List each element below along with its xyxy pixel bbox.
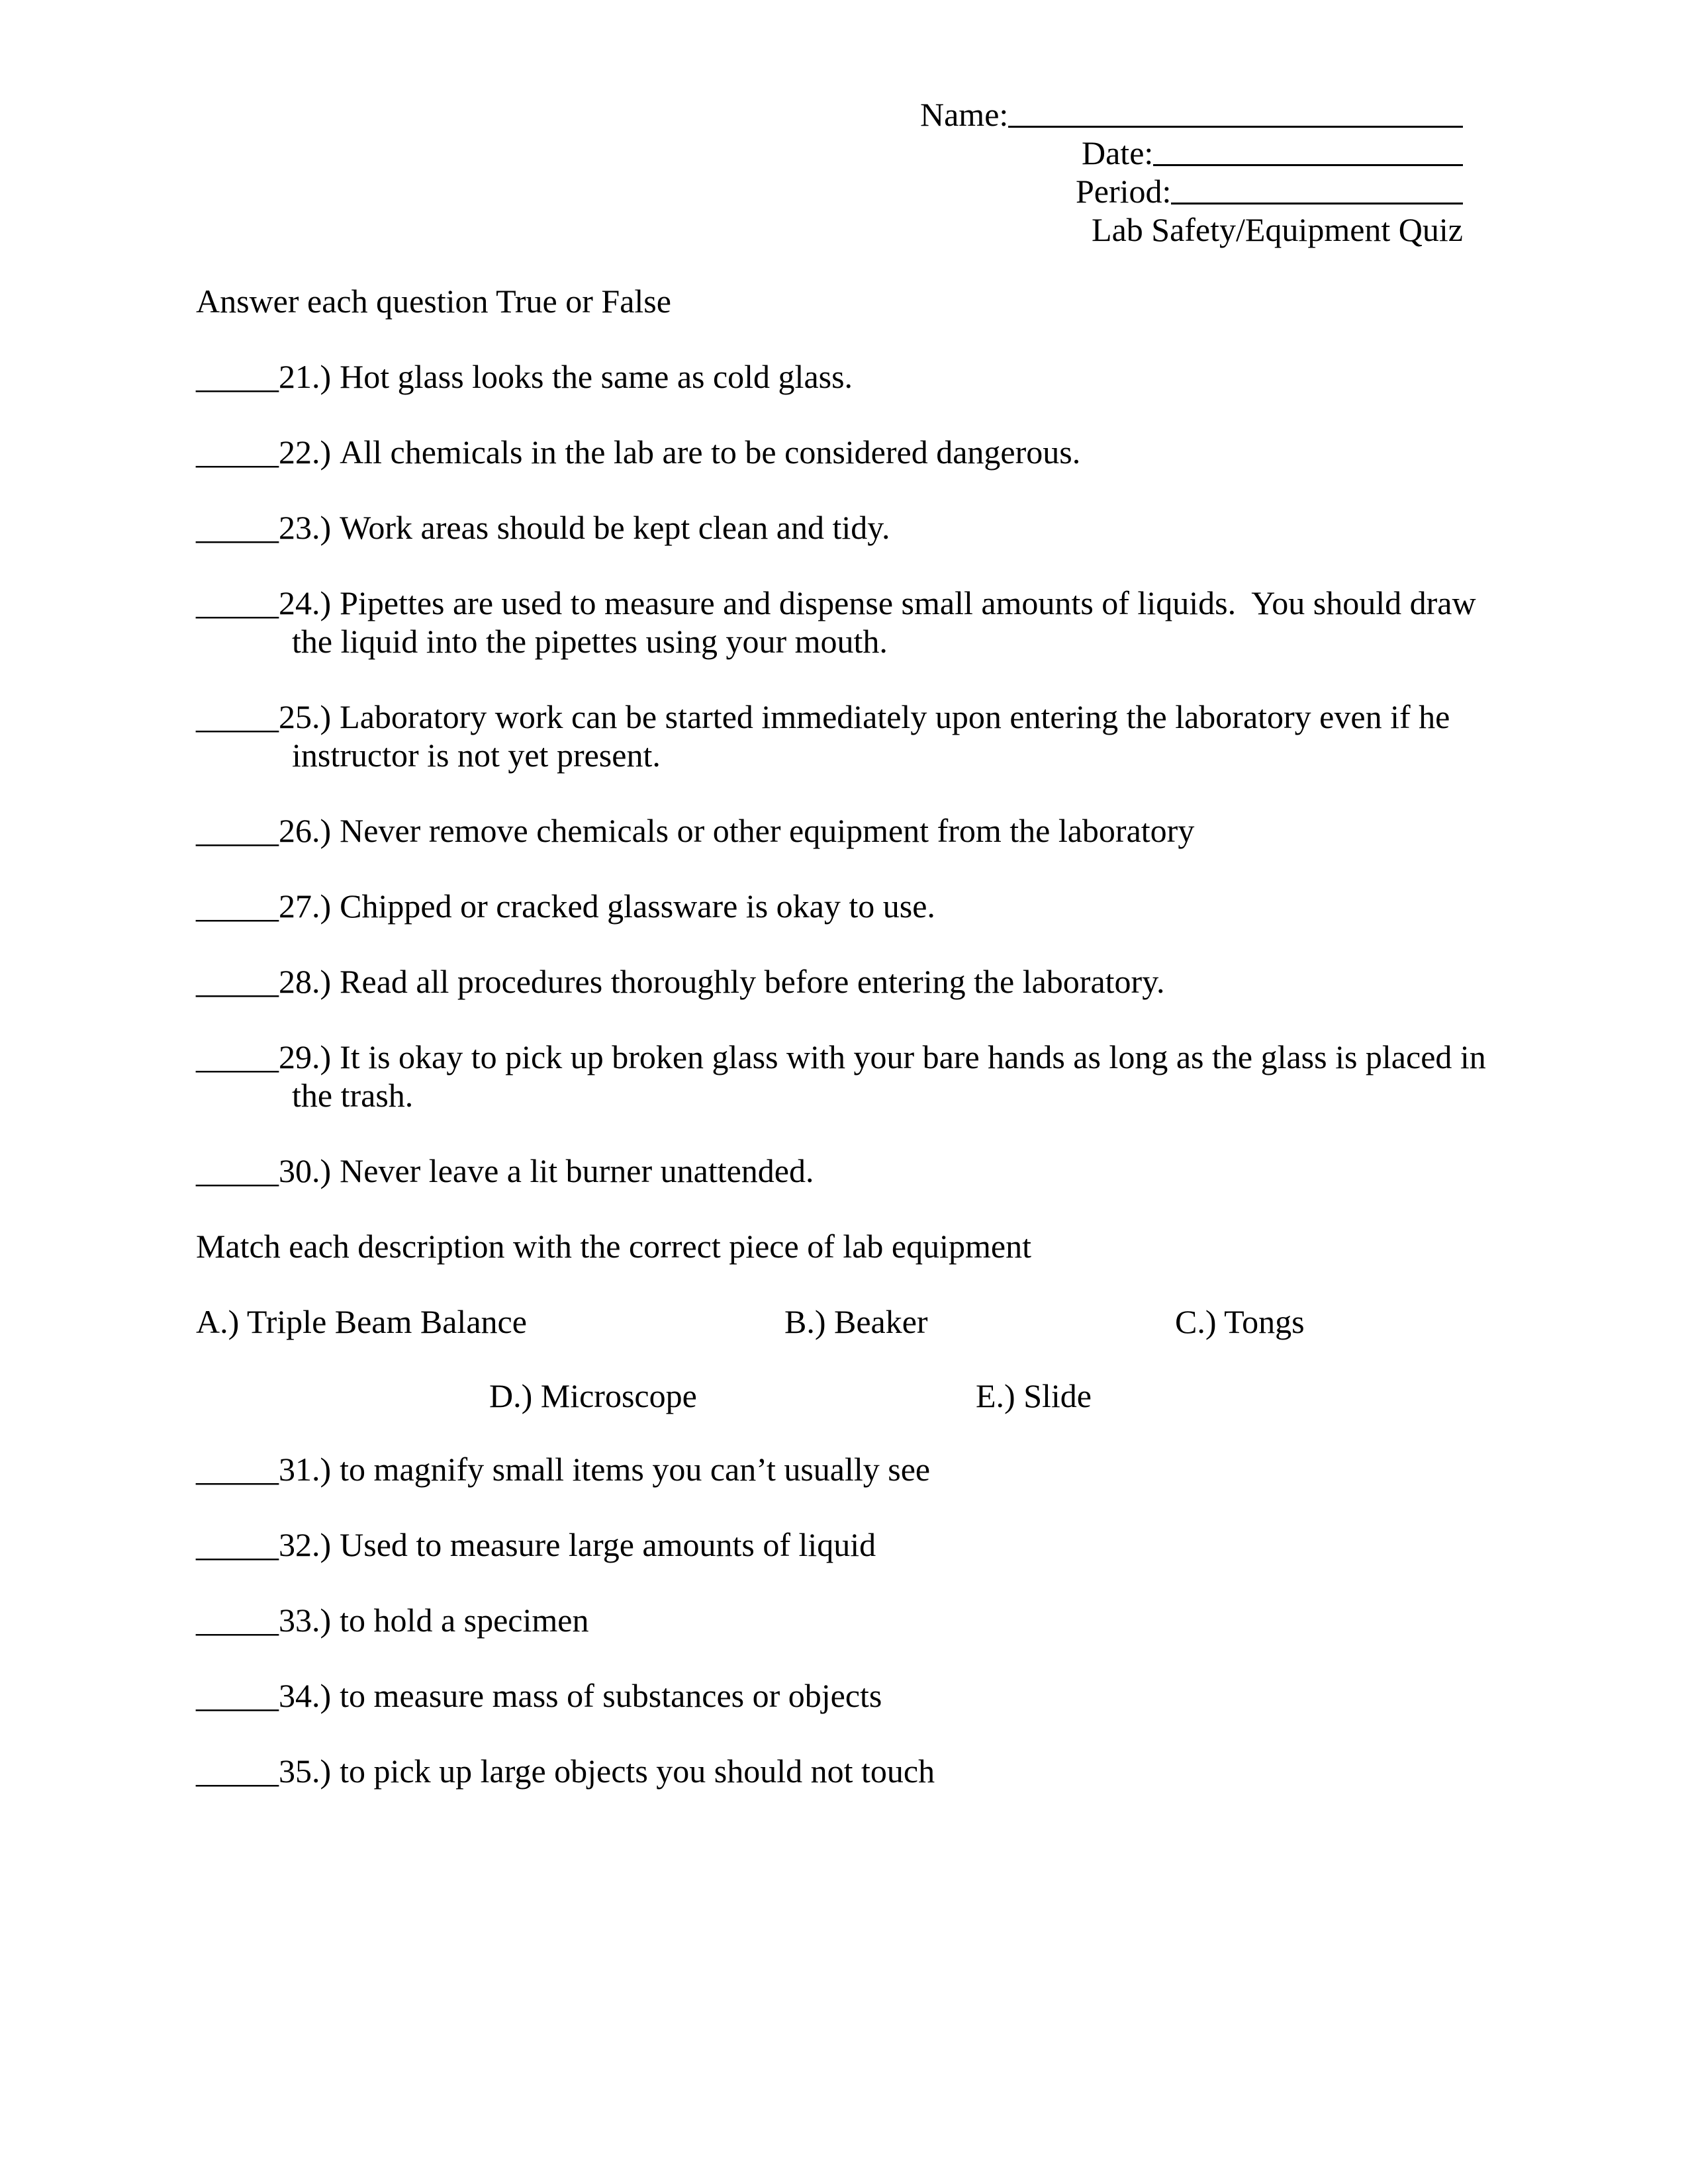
question-number: 28.) xyxy=(279,963,332,1000)
match-question-row-34 xyxy=(196,1676,1560,1715)
answer-blank: _____ xyxy=(196,887,279,925)
tf-question-row-24 xyxy=(196,584,1560,660)
question-text: Laboratory work can be started immediately upon entering the laboratory even if he xyxy=(340,698,1450,735)
match-question-row-32 xyxy=(196,1525,1560,1564)
question-number: 21.) xyxy=(279,358,332,395)
answer-blank: _____ xyxy=(196,1451,279,1488)
tf-question-row-25 xyxy=(196,698,1560,774)
answer-blank: _____ xyxy=(196,509,279,546)
question-text: to measure mass of substances or objects xyxy=(340,1677,882,1714)
question-text: Never remove chemicals or other equipment from the laboratory xyxy=(340,812,1195,849)
page-title: Lab Safety/Equipment Quiz xyxy=(1092,211,1463,248)
tf-question-row-29 xyxy=(196,1038,1560,1115)
question-text: to magnify small items you can’t usually see xyxy=(340,1451,931,1488)
question-number: 22.) xyxy=(279,433,332,471)
tf-section-instruction: Answer each question True or False xyxy=(196,283,671,320)
answer-blank: _____ xyxy=(196,1038,279,1075)
answer-blank: _____ xyxy=(196,812,279,849)
equipment-option-d: D.) Microscope xyxy=(489,1377,697,1414)
tf-question-row-23 xyxy=(196,508,1560,547)
match-question-row-33 xyxy=(196,1601,1560,1639)
question-number: 26.) xyxy=(279,812,332,849)
question-text-continued: the liquid into the pipettes using your mouth. xyxy=(292,623,888,660)
match-question-row-31 xyxy=(196,1450,1560,1488)
equipment-options-row-1 xyxy=(196,1302,1560,1341)
answer-blank: _____ xyxy=(196,1526,279,1563)
question-text-continued: the trash. xyxy=(292,1077,414,1114)
tf-question-row-30 xyxy=(196,1152,1560,1190)
equipment-option-b: B.) Beaker xyxy=(784,1303,928,1340)
question-number: 32.) xyxy=(279,1526,332,1563)
answer-blank: _____ xyxy=(196,358,279,395)
question-text: Hot glass looks the same as cold glass. xyxy=(340,358,853,395)
quiz-body xyxy=(196,282,1560,1827)
answer-blank: _____ xyxy=(196,963,279,1000)
question-number: 27.) xyxy=(279,887,332,925)
answer-blank: _____ xyxy=(196,1602,279,1639)
question-text: All chemicals in the lab are to be considered dangerous. xyxy=(340,433,1081,471)
match-question-row-35 xyxy=(196,1752,1560,1790)
date-row xyxy=(920,134,1463,172)
question-text: to pick up large objects you should not touch xyxy=(340,1752,935,1790)
name-label: Name: xyxy=(920,96,1009,133)
question-number: 30.) xyxy=(279,1152,332,1189)
tf-question-row-28 xyxy=(196,962,1560,1001)
question-text: It is okay to pick up broken glass with your bare hands as long as the glass is placed in xyxy=(340,1038,1486,1075)
name-row xyxy=(920,95,1463,134)
question-number: 34.) xyxy=(279,1677,332,1714)
answer-blank: _____ xyxy=(196,1152,279,1189)
question-number: 29.) xyxy=(279,1038,332,1075)
date-label: Date: xyxy=(1082,134,1154,171)
question-text: to hold a specimen xyxy=(340,1602,589,1639)
tf-question-row-22 xyxy=(196,433,1560,471)
question-number: 25.) xyxy=(279,698,332,735)
question-number: 33.) xyxy=(279,1602,332,1639)
equipment-option-a: A.) Triple Beam Balance xyxy=(196,1303,527,1340)
equipment-option-c: C.) Tongs xyxy=(1175,1303,1305,1340)
answer-blank: _____ xyxy=(196,584,279,621)
question-text: Pipettes are used to measure and dispense small amounts of liquids. You should draw xyxy=(340,584,1476,621)
question-text: Never leave a lit burner unattended. xyxy=(340,1152,814,1189)
question-text: Chipped or cracked glassware is okay to use. xyxy=(340,887,935,925)
tf-question-row-26 xyxy=(196,811,1560,850)
answer-blank: _____ xyxy=(196,1677,279,1714)
tf-question-row-27 xyxy=(196,887,1560,925)
answer-blank: _____ xyxy=(196,1752,279,1790)
question-text: Used to measure large amounts of liquid xyxy=(340,1526,876,1563)
answer-blank: _____ xyxy=(196,698,279,735)
equipment-options-row-2 xyxy=(196,1377,1560,1415)
match-section-instruction: Match each description with the correct piece of lab equipment xyxy=(196,1228,1031,1265)
quiz-header xyxy=(920,95,1463,249)
date-blank-line xyxy=(1153,134,1463,166)
answer-blank: _____ xyxy=(196,433,279,471)
period-label: Period: xyxy=(1076,173,1172,210)
question-text-continued: instructor is not yet present. xyxy=(292,737,661,774)
period-blank-line xyxy=(1171,172,1463,205)
period-row xyxy=(920,172,1463,210)
question-number: 35.) xyxy=(279,1752,332,1790)
name-blank-line xyxy=(1008,95,1463,128)
tf-question-row-21 xyxy=(196,357,1560,396)
equipment-option-e: E.) Slide xyxy=(976,1377,1092,1414)
question-number: 31.) xyxy=(279,1451,332,1488)
question-number: 24.) xyxy=(279,584,332,621)
question-number: 23.) xyxy=(279,509,332,546)
question-text: Read all procedures thoroughly before entering the laboratory. xyxy=(340,963,1165,1000)
question-text: Work areas should be kept clean and tidy. xyxy=(340,509,890,546)
